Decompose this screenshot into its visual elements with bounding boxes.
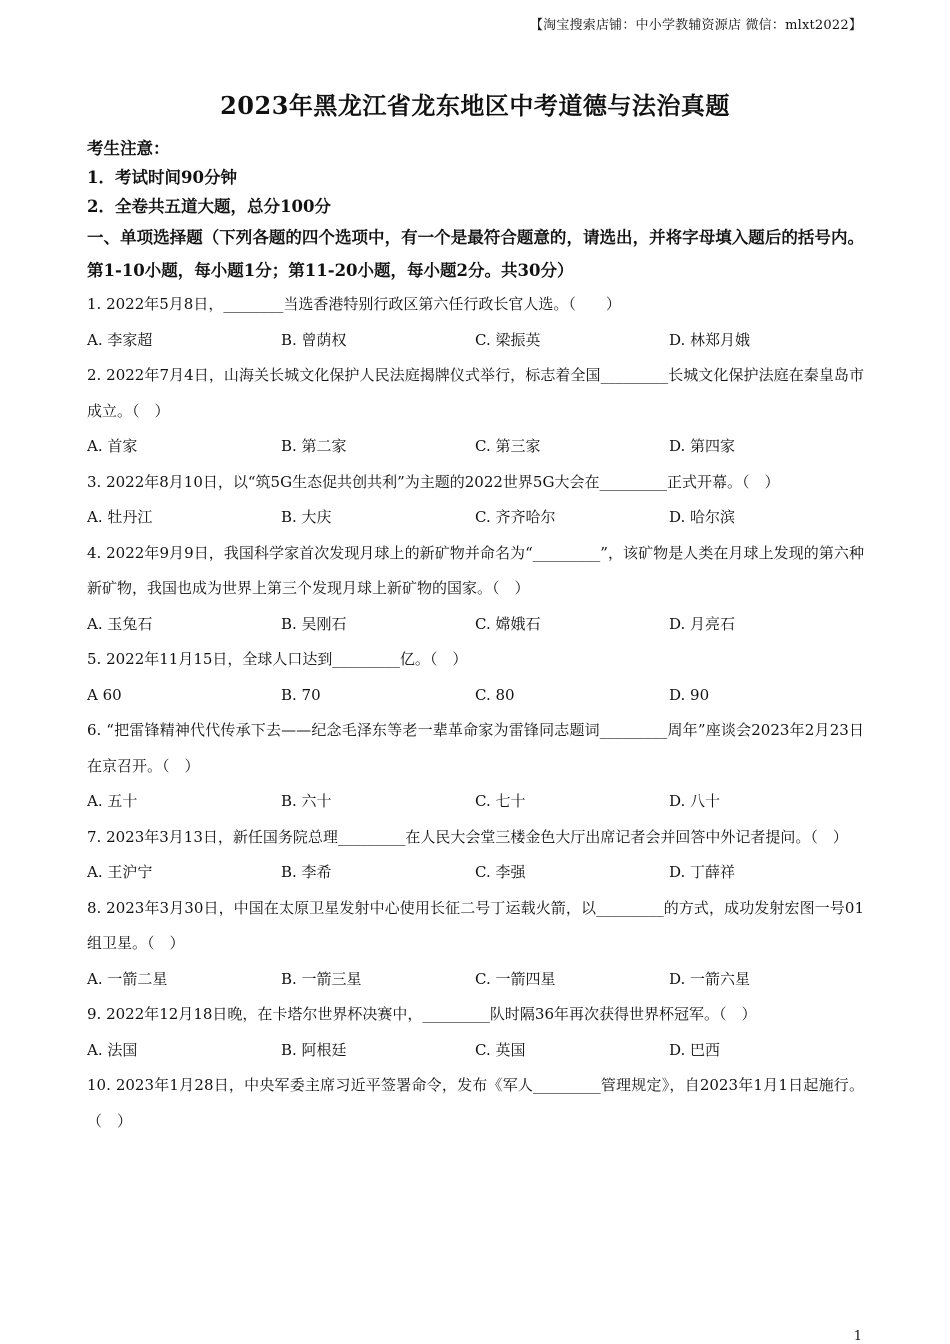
question-text: 9. 2022年12月18日晚，在卡塔尔世界杯决赛中，_________队时隔36年再次获得世界杯冠军。（ ） — [87, 1005, 757, 1023]
answer-option: D. 第四家 — [669, 437, 736, 455]
answer-option: C. 李强 — [475, 863, 526, 881]
answer-option: A. 法国 — [87, 1040, 138, 1059]
option-row — [87, 855, 864, 891]
answer-option: B. 第二家 — [281, 437, 347, 455]
option-row — [87, 429, 864, 465]
answer-option: C. 第三家 — [475, 437, 541, 455]
answer-option: A. 五十 — [87, 792, 138, 810]
option-row — [87, 962, 864, 998]
answer-option: B. 70 — [281, 685, 321, 704]
answer-option: C. 七十 — [475, 792, 526, 810]
question-text: 6. “把雷锋精神代代传承下去——纪念毛泽东等老一辈革命家为雷锋同志题词_________周年”座谈会2023年2月23日在京召开。（ ） — [87, 721, 864, 775]
answer-option: D. 一箭六星 — [669, 969, 751, 988]
question-text: 7. 2023年3月13日，新任国务院总理_________在人民大会堂三楼金色大厅出席记者会并回答中外记者提问。（ ） — [87, 827, 848, 846]
option-row — [87, 678, 864, 714]
answer-option: C. 嫦娥石 — [475, 614, 541, 633]
question-text: 8. 2023年3月30日，中国在太原卫星发射中心使用长征二号丁运载火箭，以_________的方式，成功发射宏图一号01组卫星。（ ） — [87, 898, 864, 952]
answer-option: D. 月亮石 — [669, 614, 736, 633]
answer-option: A. 首家 — [87, 437, 138, 455]
question-text: 1. 2022年5月8日，________当选香港特别行政区第六任行政长官人选。（ ） — [87, 295, 621, 313]
section-heading: 一、单项选择题（下列各题的四个选项中，有一个是最符合题意的，请选出，并将字母填入题后的括号内。第1-10小题，每小题1分；第11-20小题，每小题2分。共30分） — [87, 228, 864, 280]
notice-item: 1．考试时间90分钟 — [87, 168, 237, 187]
answer-option: C. 齐齐哈尔 — [475, 508, 556, 526]
option-row — [87, 323, 864, 359]
answer-option: C. 梁振英 — [475, 330, 541, 349]
answer-option: C. 英国 — [475, 1040, 526, 1059]
question-text: 3. 2022年8月10日，以“筑5G生态促共创共利”为主题的2022世界5G大会在_________正式开幕。（ ） — [87, 472, 780, 491]
answer-option: B. 阿根廷 — [281, 1040, 347, 1059]
answer-option: D. 丁薛祥 — [669, 863, 736, 881]
notice-item: 2．全卷共五道大题，总分100分 — [87, 197, 331, 216]
answer-option: B. 曾荫权 — [281, 330, 347, 349]
page-title: 2023年黑龙江省龙东地区中考道德与法治真题 — [220, 91, 730, 120]
answer-option: B. 吴刚石 — [281, 614, 347, 633]
answer-option: D. 林郑月娥 — [669, 330, 751, 349]
question-text: 10. 2023年1月28日，中央军委主席习近平签署命令，发布《军人_________管理规定》，自2023年1月1日起施行。（ ） — [87, 1076, 864, 1130]
option-row — [87, 500, 864, 536]
answer-option: A. 一箭二星 — [87, 969, 168, 988]
question-text: 4. 2022年9月9日，我国科学家首次发现月球上的新矿物并命名为“_________”，该矿物是人类在月球上发现的第六种新矿物，我国也成为世界上第三个发现月球上新矿物的国家。（ ） — [87, 543, 864, 597]
option-row — [87, 784, 864, 820]
answer-option: A. 牡丹江 — [87, 508, 153, 526]
answer-option: B. 李希 — [281, 863, 332, 881]
answer-option: B. 六十 — [281, 792, 332, 810]
header-note: 【淘宝搜索店铺：中小学教辅资源店 微信：mlxt2022】 — [529, 18, 862, 33]
answer-option: D. 90 — [669, 685, 710, 704]
question-text: 5. 2022年11月15日，全球人口达到_________亿。（ ） — [87, 650, 468, 668]
answer-option: A. 玉兔石 — [87, 614, 153, 633]
question-list — [87, 287, 864, 1139]
answer-option: A. 李家超 — [87, 330, 153, 349]
answer-option: A. 王沪宁 — [87, 863, 153, 881]
answer-option: B. 一箭三星 — [281, 969, 362, 988]
notice-label: 考生注意： — [87, 139, 170, 158]
answer-option: C. 一箭四星 — [475, 969, 556, 988]
exam-content — [87, 134, 864, 1139]
answer-option: D. 哈尔滨 — [669, 508, 736, 526]
question-text: 2. 2022年7月4日，山海关长城文化保护人民法庭揭牌仪式举行，标志着全国_________长城文化保护法庭在秦皇岛市成立。（ ） — [87, 366, 864, 420]
answer-option: D. 八十 — [669, 792, 721, 810]
answer-option: A 60 — [87, 685, 122, 704]
answer-option: B. 大庆 — [281, 508, 332, 526]
option-row — [87, 1033, 864, 1069]
page-number: 1 — [853, 1329, 862, 1344]
option-row — [87, 607, 864, 643]
answer-option: D. 巴西 — [669, 1040, 721, 1059]
answer-option: C. 80 — [475, 685, 515, 704]
